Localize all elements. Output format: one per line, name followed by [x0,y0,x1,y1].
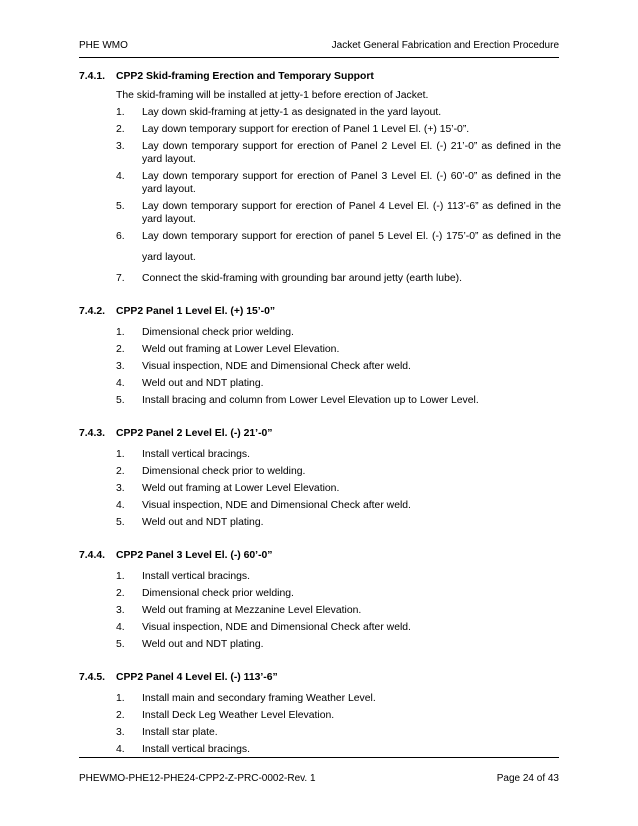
section-7-4-5 [79,668,561,756]
section-heading [79,424,561,444]
item-number: 2. [116,466,125,477]
item-text: Install vertical bracings. [142,571,250,582]
item-number: 7. [116,273,125,284]
page-header [79,40,559,54]
list-item [79,394,561,407]
document-body [79,67,561,756]
item-number: 2. [116,710,125,721]
item-number: 5. [116,395,125,406]
item-number: 4. [116,171,125,182]
step-list [79,106,561,285]
section-heading [79,302,561,322]
section-7-4-1 [79,67,561,285]
footer-rule [79,757,559,758]
item-text: Visual inspection, NDE and Dimensional Check after weld. [142,500,411,511]
item-number: 1. [116,327,125,338]
item-number: 4. [116,744,125,755]
item-text: Dimensional check prior to welding. [142,466,306,477]
section-title: CPP2 Panel 2 Level El. (-) 21’-0” [116,428,273,439]
section-number: 7.4.3. [79,428,105,439]
list-item [79,230,561,268]
item-text: Weld out and NDT plating. [142,517,264,528]
item-number: 1. [116,449,125,460]
item-text: Lay down temporary support for erection of Panel 1 Level El. (+) 15’-0”. [142,124,470,135]
step-list [79,692,561,756]
list-item [79,516,561,529]
page-footer [79,773,559,787]
list-item [79,448,561,461]
list-item [79,692,561,705]
section-title: CPP2 Panel 4 Level El. (-) 113’-6” [116,672,278,683]
item-text: Install Deck Leg Weather Level Elevation. [142,710,335,721]
item-number: 3. [116,141,125,152]
section-number: 7.4.1. [79,71,105,82]
list-item [79,360,561,373]
item-text: Lay down temporary support for erection of panel 5 Level El. (-) 175’-0” as defined in the yard layout. [142,231,561,263]
header-right-text: Jacket General Fabrication and Erection Procedure [331,40,559,51]
document-number: PHEWMO-PHE12-PHE24-CPP2-Z-PRC-0002-Rev. 1 [79,773,316,784]
item-number: 4. [116,622,125,633]
section-heading [79,67,561,87]
item-number: 5. [116,639,125,650]
item-text: Dimensional check prior welding. [142,327,294,338]
list-item [79,604,561,617]
item-text: Weld out framing at Mezzanine Level Elevation. [142,605,362,616]
item-text: Lay down skid-framing at jetty-1 as designated in the yard layout. [142,107,442,118]
item-text: Visual inspection, NDE and Dimensional Check after weld. [142,622,411,633]
list-item [79,343,561,356]
list-item [79,106,561,119]
item-number: 1. [116,107,125,118]
item-text: Install star plate. [142,727,218,738]
list-item [79,377,561,390]
list-item [79,140,561,166]
header-left-text: PHE WMO [79,40,128,51]
item-number: 3. [116,483,125,494]
section-title: CPP2 Skid-framing Erection and Temporary Support [116,71,374,82]
item-text: Lay down temporary support for erection of Panel 2 Level El. (-) 21’-0” as defined in the yard layout. [142,141,561,165]
item-number: 5. [116,517,125,528]
list-item [79,200,561,226]
section-heading [79,546,561,566]
item-text: Lay down temporary support for erection of Panel 4 Level El. (-) 113’-6” as defined in the yard layout. [142,201,561,225]
item-text: Dimensional check prior welding. [142,588,294,599]
item-text: Visual inspection, NDE and Dimensional Check after weld. [142,361,411,372]
header-rule [79,57,559,58]
item-number: 4. [116,378,125,389]
item-text: Connect the skid-framing with grounding bar around jetty (earth lube). [142,273,462,284]
item-number: 5. [116,201,125,212]
section-7-4-2 [79,302,561,407]
item-text: Install vertical bracings. [142,449,250,460]
item-number: 6. [116,231,125,242]
step-list [79,326,561,407]
item-number: 2. [116,344,125,355]
list-item [79,621,561,634]
item-number: 3. [116,361,125,372]
section-number: 7.4.2. [79,306,105,317]
section-title: CPP2 Panel 3 Level El. (-) 60’-0” [116,550,273,561]
list-item [79,638,561,651]
list-item [79,587,561,600]
item-text: Lay down temporary support for erection of Panel 3 Level El. (-) 60’-0” as defined in the yard layout. [142,171,561,195]
list-item [79,326,561,339]
page-number: Page 24 of 43 [496,773,559,784]
item-number: 4. [116,500,125,511]
step-list [79,448,561,529]
item-text: Weld out framing at Lower Level Elevation. [142,344,340,355]
item-number: 3. [116,727,125,738]
list-item [79,570,561,583]
item-text: Install main and secondary framing Weather Level. [142,693,376,704]
item-number: 2. [116,124,125,135]
item-text: Weld out framing at Lower Level Elevation. [142,483,340,494]
list-item [79,170,561,196]
section-7-4-4 [79,546,561,651]
list-item [79,272,561,285]
section-7-4-3 [79,424,561,529]
step-list [79,570,561,651]
list-item [79,465,561,478]
item-number: 1. [116,693,125,704]
section-intro: The skid-framing will be installed at jetty-1 before erection of Jacket. [116,90,429,101]
section-number: 7.4.5. [79,672,105,683]
list-item [79,123,561,136]
list-item [79,726,561,739]
item-text: Install vertical bracings. [142,744,250,755]
item-number: 1. [116,571,125,582]
list-item [79,499,561,512]
item-text: Weld out and NDT plating. [142,639,264,650]
section-heading [79,668,561,688]
list-item [79,743,561,756]
item-number: 2. [116,588,125,599]
item-text: Weld out and NDT plating. [142,378,264,389]
list-item [79,709,561,722]
item-number: 3. [116,605,125,616]
section-number: 7.4.4. [79,550,105,561]
item-text: Install bracing and column from Lower Level Elevation up to Lower Level. [142,395,479,406]
section-title: CPP2 Panel 1 Level El. (+) 15’-0” [116,306,276,317]
list-item [79,482,561,495]
